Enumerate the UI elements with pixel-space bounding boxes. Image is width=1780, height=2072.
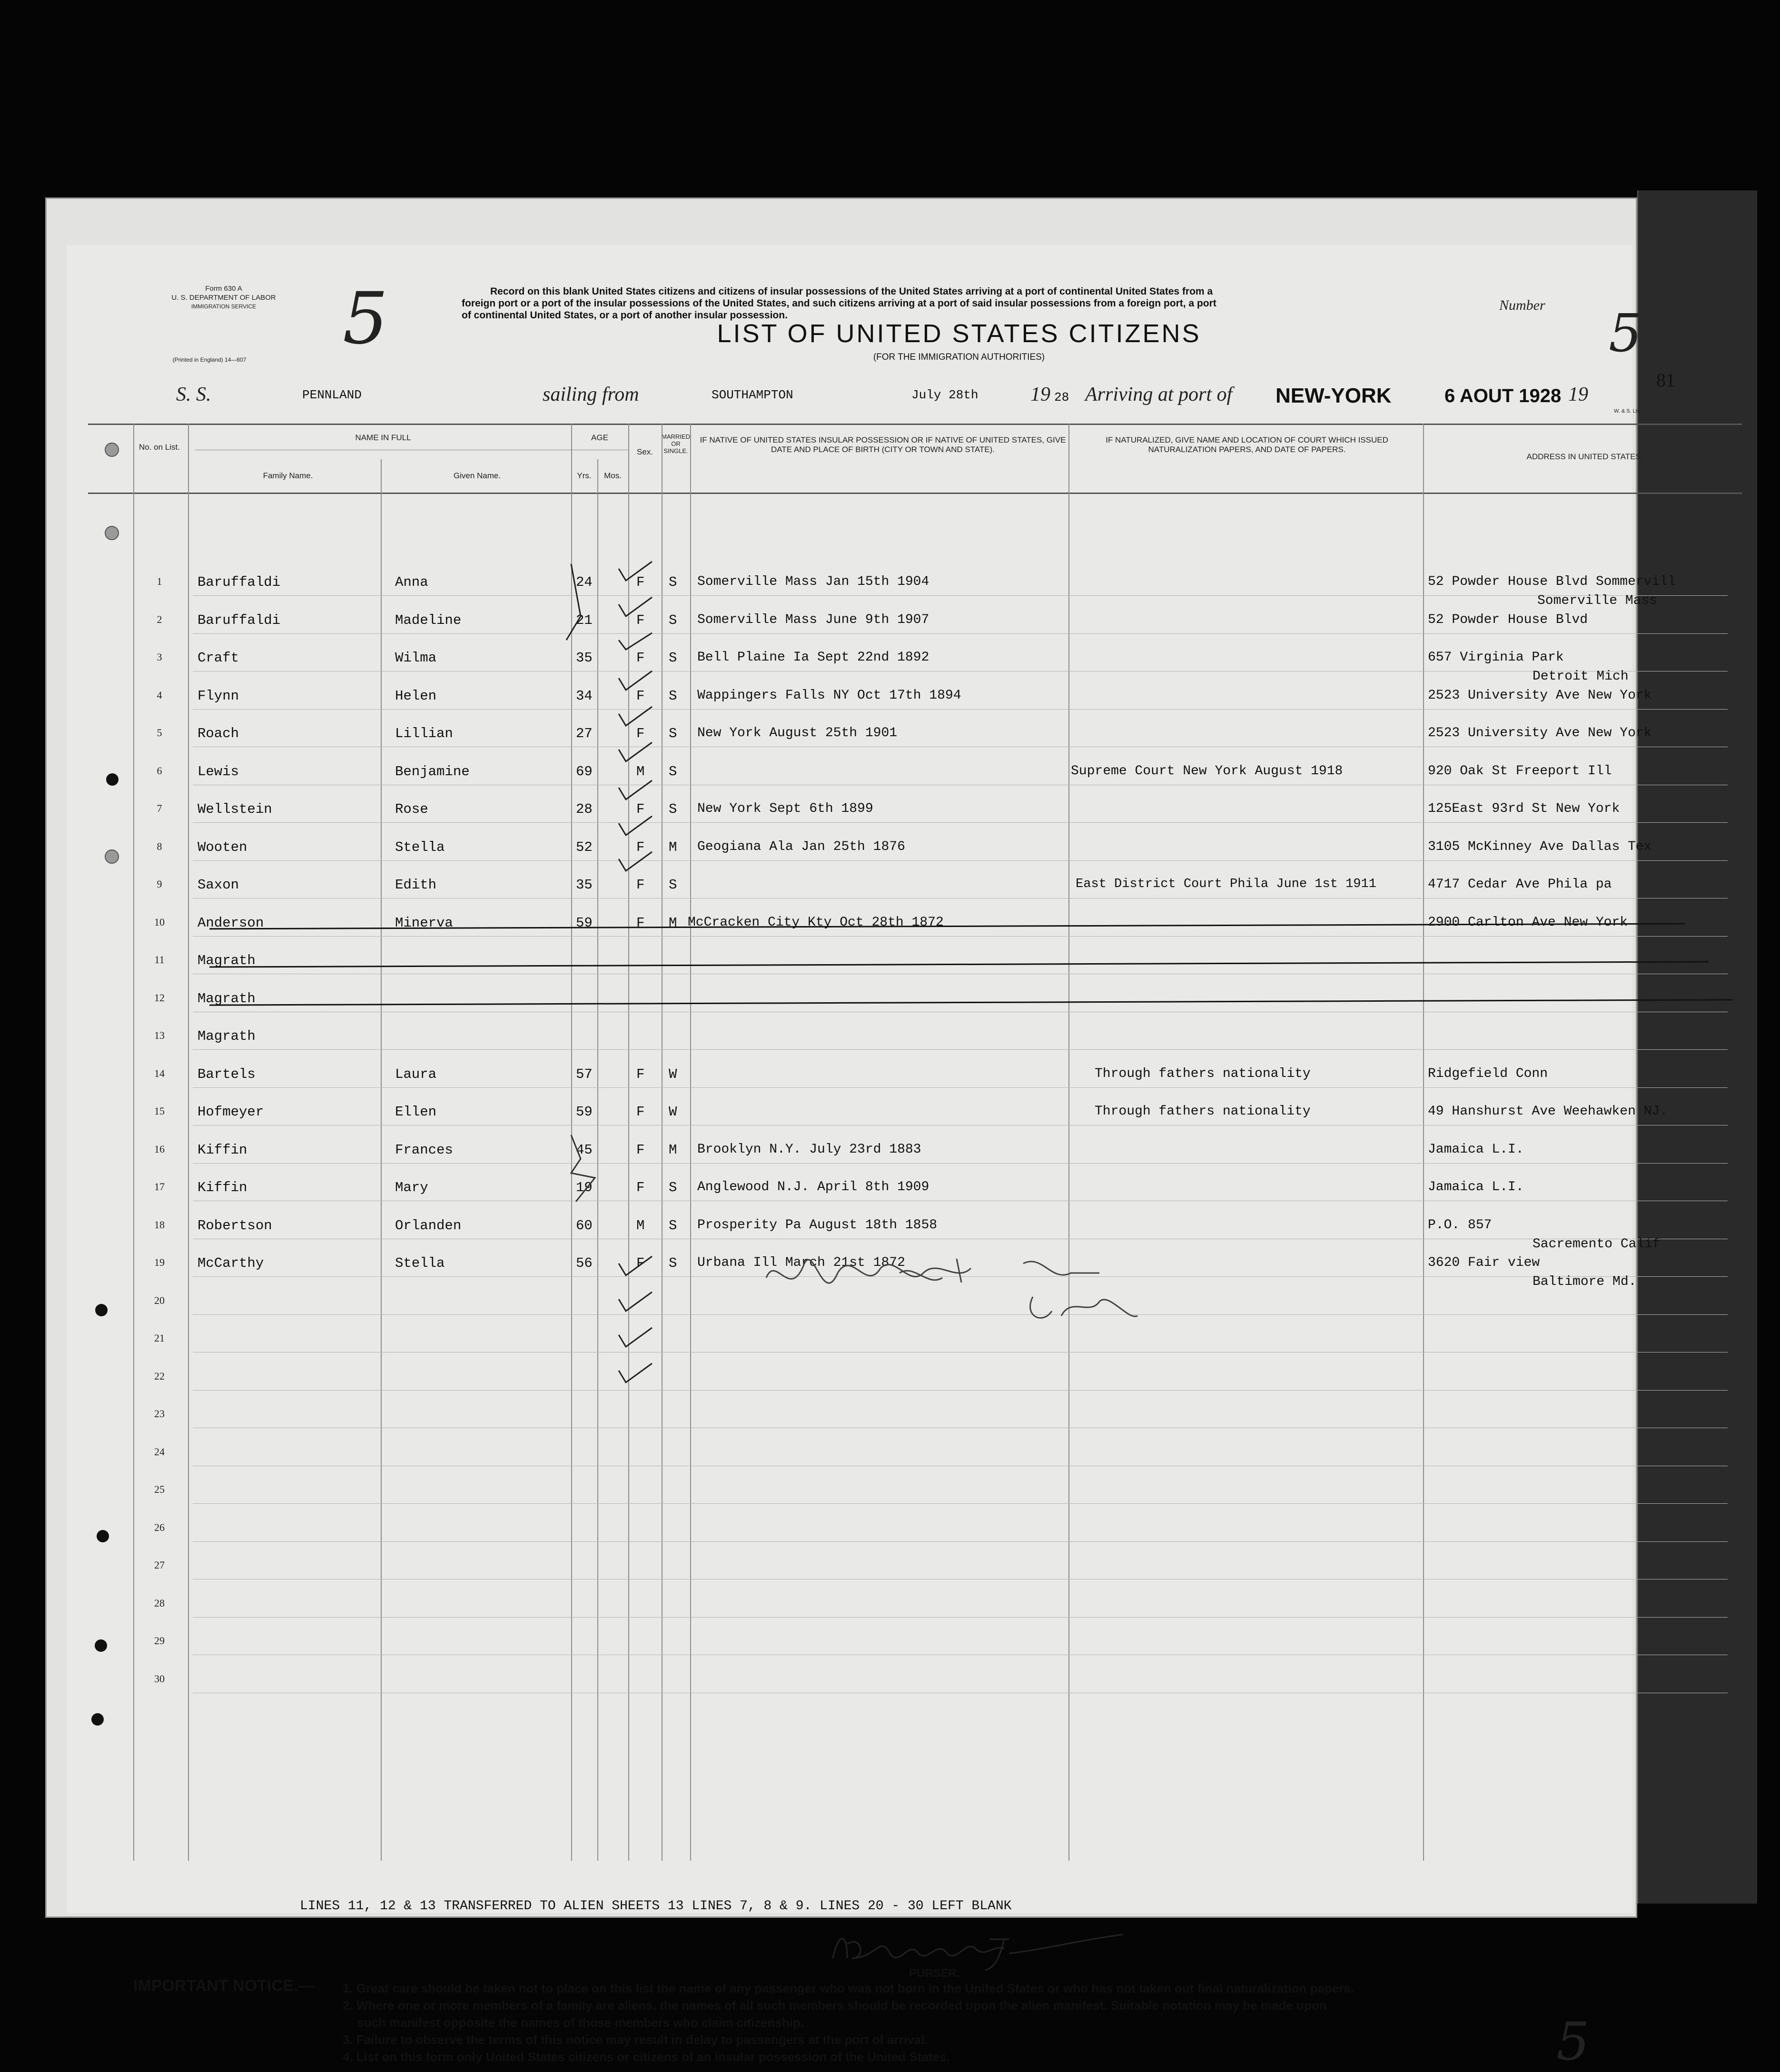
given-name: Ellen xyxy=(395,1104,437,1120)
marital-status: S xyxy=(669,1180,677,1195)
age-years: 28 xyxy=(576,801,593,817)
col-header-mos: Mos. xyxy=(604,471,622,480)
address: 2900 Carlton Ave New York xyxy=(1428,915,1628,930)
arriving-label: Arriving at port of xyxy=(1085,384,1233,405)
row-number: 13 xyxy=(154,1029,165,1041)
header-top-rule xyxy=(88,424,1742,425)
number-value: 5 xyxy=(1609,303,1642,364)
notice-item: 4. List on this form only United States citizens or citizens of an insular possession of the United States. xyxy=(343,2050,950,2064)
row-number: 23 xyxy=(154,1408,165,1420)
sex: F xyxy=(636,1142,645,1158)
marital-status: W xyxy=(669,1066,677,1082)
punch-hole xyxy=(105,526,119,540)
col-header-naturalized: IF NATURALIZED, GIVE NAME AND LOCATION OF COURT WHICH ISSUED NATURALIZATION PAPERS, AND DATE OF PAPERS. xyxy=(1106,435,1388,454)
sex: F xyxy=(636,839,645,855)
notice-item: 1. Great care should be taken not to place on this list the name of any passenger who was not born in the United States or who has not taken out final naturalization papers. xyxy=(343,1981,1355,1995)
grid-line xyxy=(133,424,134,1861)
handwritten-bottom-number: 5 xyxy=(1556,2011,1590,2072)
address: Ridgefield Conn xyxy=(1428,1066,1548,1081)
handwritten-checkmarks xyxy=(543,559,666,1416)
background-sheet-edge xyxy=(1637,190,1757,1904)
transfer-note: LINES 11, 12 & 13 TRANSFERRED TO ALIEN SHEETS 13 LINES 7, 8 & 9. LINES 20 - 30 LEFT BLANK xyxy=(300,1899,1012,1914)
address: Jamaica L.I. xyxy=(1428,1180,1524,1194)
row-number: 15 xyxy=(154,1105,165,1117)
row-number: 27 xyxy=(154,1559,165,1571)
ship-name: PENNLAND xyxy=(302,388,362,402)
row-rule xyxy=(193,1541,1728,1542)
col-header-address: ADDRESS IN UNITED STATES. xyxy=(1526,452,1643,461)
grid-line xyxy=(381,459,382,1861)
sex: F xyxy=(636,915,645,931)
sex: F xyxy=(636,877,645,893)
marital-status: S xyxy=(669,1217,677,1233)
birth-place-date: Urbana Ill March 21st 1872 xyxy=(697,1255,905,1270)
family-name: Magrath xyxy=(198,953,256,968)
port-from: SOUTHAMPTON xyxy=(712,388,793,402)
strike-line-12 xyxy=(209,961,1709,968)
address-line-2: Baltimore Md. xyxy=(1533,1274,1637,1289)
notice-item: 2. Where one or more members of a family are aliens, the names of all such members should be recorded upon the alien manifest. Suitable notation may be made upon xyxy=(343,1998,1327,2013)
row-number: 5 xyxy=(157,727,162,739)
given-name: Stella xyxy=(395,839,445,855)
age-years: 21 xyxy=(576,612,593,628)
row-number: 20 xyxy=(154,1294,165,1306)
naturalization: Through fathers nationality xyxy=(1095,1104,1311,1119)
row-rule xyxy=(193,1390,1728,1391)
birth-place-date: Somerville Mass Jan 15th 1904 xyxy=(697,574,930,589)
birth-place-date: Prosperity Pa August 18th 1858 xyxy=(697,1217,938,1233)
handwritten-mark xyxy=(562,1130,619,1206)
age-years: 57 xyxy=(576,1066,593,1082)
row-rule xyxy=(193,1049,1728,1050)
printer-mark: W. & S. Ltd. xyxy=(1613,408,1642,414)
row-number: 25 xyxy=(154,1483,165,1495)
row-number: 28 xyxy=(154,1597,165,1609)
marital-status: M xyxy=(669,839,677,855)
form-block xyxy=(152,284,295,311)
birth-place-date: Bell Plaine Ia Sept 22nd 1892 xyxy=(697,650,930,665)
printed-note: (Printed in England) 14—607 xyxy=(172,356,247,363)
address-line-2: Somerville Mass xyxy=(1537,593,1658,608)
row-rule xyxy=(193,936,1728,937)
address: 4717 Cedar Ave Phila pa xyxy=(1428,877,1612,892)
given-name: Lillian xyxy=(395,726,453,741)
given-name: Wilma xyxy=(395,650,437,666)
grid-line xyxy=(1423,424,1424,1861)
instructions xyxy=(462,286,1480,321)
address: 49 Hanshurst Ave Weehawken NJ. xyxy=(1428,1104,1668,1119)
address: 657 Virginia Park xyxy=(1428,650,1564,665)
family-name: Robertson xyxy=(198,1217,272,1233)
age-years: 19 xyxy=(576,1180,593,1195)
row-number: 12 xyxy=(154,991,165,1004)
birth-place-date: Somerville Mass June 9th 1907 xyxy=(697,612,930,627)
birth-place-date: Brooklyn N.Y. July 23rd 1883 xyxy=(697,1142,921,1157)
age-years: 56 xyxy=(576,1255,593,1271)
given-name: Frances xyxy=(395,1142,453,1158)
sailing-label: sailing from xyxy=(543,384,639,405)
family-name: Anderson xyxy=(198,915,264,931)
family-name: Kiffin xyxy=(198,1142,247,1158)
age-years: 27 xyxy=(576,726,593,741)
given-name: Madeline xyxy=(395,612,462,628)
service: IMMIGRATION SERVICE xyxy=(191,303,257,310)
birth-place-date: Wappingers Falls NY Oct 17th 1894 xyxy=(697,688,961,703)
naturalization: East District Court Phila June 1st 1911 xyxy=(1076,877,1376,891)
row-number: 30 xyxy=(154,1672,165,1685)
col-header-birth: IF NATIVE OF UNITED STATES INSULAR POSSESSION OR IF NATIVE OF UNITED STATES, GIVE DATE AND PLACE OF BIRTH (CITY OR TOWN AND STATE). xyxy=(700,435,1066,454)
arrival-stamp: 6 AOUT 1928 xyxy=(1444,385,1562,406)
naturalization: Supreme Court New York August 1918 xyxy=(1071,763,1343,779)
given-name: Laura xyxy=(395,1066,437,1082)
marital-status: M xyxy=(669,1142,677,1158)
birth-place-date: Anglewood N.J. April 8th 1909 xyxy=(697,1180,930,1194)
row-number: 10 xyxy=(154,916,165,928)
age-years: 34 xyxy=(576,688,593,704)
row-number: 19 xyxy=(154,1256,165,1268)
sex: F xyxy=(636,688,645,704)
given-name: Benjamine xyxy=(395,763,470,779)
col-header-name: NAME IN FULL xyxy=(355,433,411,442)
marital-status: S xyxy=(669,650,677,666)
col-header-yrs: Yrs. xyxy=(577,471,592,480)
family-name: Bartels xyxy=(198,1066,256,1082)
row-number: 11 xyxy=(154,954,165,966)
row-number: 3 xyxy=(157,651,162,663)
row-rule xyxy=(193,1163,1728,1164)
handwritten-signature-scribble xyxy=(757,1244,1256,1340)
page-subtitle: (FOR THE IMMIGRATION AUTHORITIES) xyxy=(873,352,1045,362)
family-name: Magrath xyxy=(198,990,256,1006)
col-header-married: MARRIED OR SINGLE. xyxy=(662,433,690,454)
age-years: 69 xyxy=(576,763,593,779)
birth-place-date: Geogiana Ala Jan 25th 1876 xyxy=(697,839,905,854)
address: 3105 McKinney Ave Dallas Tex xyxy=(1428,839,1652,854)
family-name: Saxon xyxy=(198,877,239,893)
given-name: Stella xyxy=(395,1255,445,1271)
family-name: Roach xyxy=(198,726,239,741)
address: 52 Powder House Blvd xyxy=(1428,612,1588,627)
row-number: 9 xyxy=(157,878,162,890)
purser-label: PURSER. xyxy=(909,1967,960,1980)
port-to: NEW-YORK xyxy=(1276,384,1392,407)
grid-line xyxy=(1068,424,1069,1861)
row-rule xyxy=(193,595,1728,596)
marital-status: S xyxy=(669,877,677,893)
ss-label: S. S. xyxy=(176,384,211,405)
family-name: Craft xyxy=(198,650,239,666)
punch-hole xyxy=(91,1713,104,1726)
page-title: LIST OF UNITED STATES CITIZENS xyxy=(717,319,1201,348)
row-number: 2 xyxy=(157,613,162,625)
row-number: 29 xyxy=(154,1635,165,1647)
row-number: 8 xyxy=(157,840,162,852)
row-number: 17 xyxy=(154,1181,165,1193)
notice-item: 3. Failure to observe the terms of this notice may result in delay to passengers at the port of arrival. xyxy=(343,2033,928,2047)
row-rule xyxy=(193,709,1728,710)
family-name: Wellstein xyxy=(198,801,272,817)
row-number: 14 xyxy=(154,1067,165,1079)
row-number: 4 xyxy=(157,689,162,701)
punch-hole xyxy=(95,1304,108,1316)
family-name: Baruffaldi xyxy=(198,574,281,590)
marital-status: S xyxy=(669,1255,677,1271)
row-rule xyxy=(193,822,1728,823)
col-header-no: No. on List. xyxy=(139,443,180,452)
age-years: 45 xyxy=(576,1142,593,1158)
number-label: Number xyxy=(1499,297,1545,313)
family-name: Wooten xyxy=(198,839,247,855)
marital-status: S xyxy=(669,726,677,741)
year-suffix: 28 xyxy=(1054,390,1069,405)
col-header-sex: Sex. xyxy=(636,447,653,456)
address: P.O. 857 xyxy=(1428,1217,1492,1233)
row-rule xyxy=(193,633,1728,634)
sex: F xyxy=(636,574,645,590)
col-header-age: AGE xyxy=(591,433,608,442)
birth-place-date: New York August 25th 1901 xyxy=(697,726,898,740)
purser-signature xyxy=(819,1920,1152,1973)
marital-status: M xyxy=(669,915,677,931)
sex: F xyxy=(636,1180,645,1195)
page-number: 81 xyxy=(1656,369,1675,391)
punch-hole xyxy=(105,849,119,864)
birth-place-date: New York Sept 6th 1899 xyxy=(697,801,873,816)
marital-status: S xyxy=(669,574,677,590)
manifest-page xyxy=(45,197,1676,2072)
family-name: Hofmeyer xyxy=(198,1104,264,1120)
department: U. S. DEPARTMENT OF LABOR xyxy=(171,294,276,302)
row-rule xyxy=(193,1503,1728,1504)
age-years: 52 xyxy=(576,839,593,855)
row-number: 26 xyxy=(154,1521,165,1533)
address: 52 Powder House Blvd Sommervill xyxy=(1428,574,1676,589)
sex: M xyxy=(636,1217,645,1233)
age-years: 35 xyxy=(576,877,593,893)
address: 125East 93rd St New York xyxy=(1428,801,1620,816)
instruction-line: foreign port or a port of the insular possessions of the United States, and such citizens arriving at a port of said insular possessions from a foreign port, a port xyxy=(462,298,1216,309)
address: 920 Oak St Freeport Ill xyxy=(1428,763,1612,779)
instruction-line: of continental United States, or a port of another insular possession. xyxy=(462,310,788,321)
given-name: Edith xyxy=(395,877,437,893)
address-line-2: Detroit Mich xyxy=(1533,669,1629,684)
sex: F xyxy=(636,801,645,817)
sailing-date: July 28th xyxy=(911,388,979,402)
header-bottom-rule xyxy=(88,493,1742,494)
address: 2523 University Ave New York xyxy=(1428,726,1652,740)
age-years: 60 xyxy=(576,1217,593,1233)
punch-hole xyxy=(105,443,119,457)
marital-status: S xyxy=(669,688,677,704)
sex: F xyxy=(636,726,645,741)
sex: F xyxy=(636,1255,645,1271)
sex: F xyxy=(636,1066,645,1082)
age-years: 35 xyxy=(576,650,593,666)
marital-status: S xyxy=(669,612,677,628)
family-name: McCarthy xyxy=(198,1255,264,1271)
punch-hole xyxy=(95,1639,107,1652)
family-name: Kiffin xyxy=(198,1180,247,1195)
manifest-form xyxy=(67,245,1676,2072)
given-name: Rose xyxy=(395,801,428,817)
handwritten-page-number: 5 xyxy=(343,277,388,360)
year2: 19 xyxy=(1568,384,1588,405)
given-name: Minerva xyxy=(395,915,453,931)
given-name: Mary xyxy=(395,1180,428,1195)
row-number: 16 xyxy=(154,1143,165,1155)
age-years: 24 xyxy=(576,574,593,590)
notice-item: such manifest opposite the names of those members who claim citizenship. xyxy=(357,2015,804,2030)
marital-status: S xyxy=(669,801,677,817)
marital-status: W xyxy=(669,1104,677,1120)
row-number: 1 xyxy=(157,575,162,587)
row-number: 22 xyxy=(154,1370,165,1382)
sex: F xyxy=(636,650,645,666)
col-header-given: Given Name. xyxy=(453,471,501,480)
sex: F xyxy=(636,612,645,628)
given-name: Orlanden xyxy=(395,1217,462,1233)
family-name: Flynn xyxy=(198,688,239,704)
row-rule xyxy=(193,1617,1728,1618)
family-name: Lewis xyxy=(198,763,239,779)
grid-line xyxy=(690,424,691,1861)
address: 2523 University Ave New York xyxy=(1428,688,1652,703)
row-number: 18 xyxy=(154,1218,165,1231)
birth-place-date: McCracken City Kty Oct 28th 1872 xyxy=(688,915,944,930)
age-years: 59 xyxy=(576,1104,593,1120)
row-rule xyxy=(193,860,1728,861)
age-years: 59 xyxy=(576,915,593,931)
naturalization: Through fathers nationality xyxy=(1095,1066,1311,1081)
col-header-family: Family Name. xyxy=(263,471,313,480)
address: Jamaica L.I. xyxy=(1428,1142,1524,1157)
family-name: Baruffaldi xyxy=(198,612,281,628)
row-number: 24 xyxy=(154,1445,165,1458)
given-name: Anna xyxy=(395,574,428,590)
address: 3620 Fair view xyxy=(1428,1255,1540,1270)
family-name: Magrath xyxy=(198,1028,256,1044)
row-number: 21 xyxy=(154,1332,165,1344)
punch-hole xyxy=(97,1530,109,1542)
notice-list xyxy=(343,1980,1354,2065)
given-name: Helen xyxy=(395,688,437,704)
instruction-line: Record on this blank United States citizens and citizens of insular possessions of the United States arriving at a port of continental United States from a xyxy=(490,286,1213,297)
grid-line xyxy=(188,424,189,1861)
form-number: Form 630 A xyxy=(205,285,242,293)
sex: M xyxy=(636,763,645,779)
row-number: 7 xyxy=(157,802,162,814)
address-line-2: Sacremento Calif xyxy=(1533,1236,1661,1252)
marital-status: S xyxy=(669,763,677,779)
row-number: 6 xyxy=(157,764,162,777)
sex: F xyxy=(636,1104,645,1120)
strike-line-13 xyxy=(209,999,1732,1006)
notice-label: IMPORTANT NOTICE.— xyxy=(133,1977,315,1995)
row-rule xyxy=(193,1087,1728,1088)
punch-hole xyxy=(106,773,119,786)
year-prefix: 19 xyxy=(1030,384,1050,405)
